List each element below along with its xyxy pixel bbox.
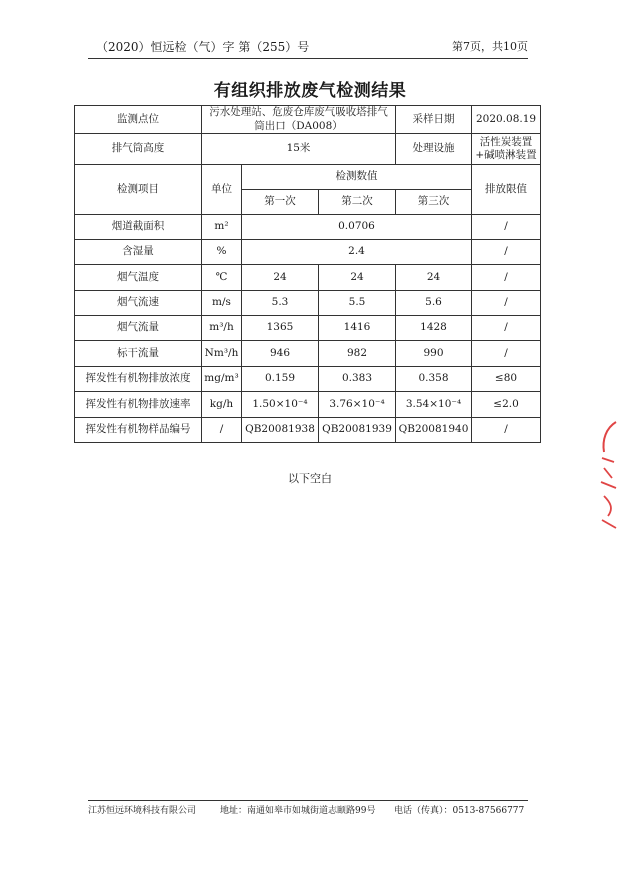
row-value-3: 3.54×10⁻⁴: [396, 392, 472, 418]
row-value-3: 0.358: [396, 367, 472, 392]
row-value-1: 1.50×10⁻⁴: [242, 392, 319, 418]
row-limit: /: [472, 265, 541, 291]
table-row: [75, 418, 541, 443]
row-unit: ℃: [202, 265, 242, 291]
blank-below-note: 以下空白: [288, 472, 332, 485]
table-row: [75, 215, 541, 240]
row-value-1: 5.3: [242, 291, 319, 316]
row-limit: /: [472, 291, 541, 316]
facility-label: 处理设施: [396, 134, 472, 165]
row-item: 烟气流量: [75, 316, 202, 341]
date-value: 2020.08.19: [472, 106, 541, 134]
point-label: 监测点位: [75, 106, 202, 134]
row-value-1: QB20081938: [242, 418, 319, 443]
height-value: 15米: [202, 134, 396, 165]
page-header: [88, 38, 528, 58]
row-value-2: 0.383: [319, 367, 396, 392]
header-rule: [88, 58, 528, 59]
info-row-point: [75, 106, 541, 134]
results-table: [74, 105, 541, 443]
footer-phone: 电话（传真）：0513-87566777: [394, 806, 525, 816]
header-row-1: [75, 165, 541, 190]
date-label: 采样日期: [396, 106, 472, 134]
row-limit: /: [472, 341, 541, 367]
row-value-3: 5.6: [396, 291, 472, 316]
footer-rule: [88, 800, 528, 801]
row-item: 烟气温度: [75, 265, 202, 291]
point-value: 污水处理站、危废仓库废气吸收塔排气筒出口（DA008）: [202, 106, 396, 134]
row-limit: /: [472, 240, 541, 265]
footer-company: 江苏恒远环境科技有限公司: [88, 806, 197, 816]
row-value-1: 24: [242, 265, 319, 291]
row-value-3: QB20081940: [396, 418, 472, 443]
row-limit: /: [472, 418, 541, 443]
footer-address: 地址：南通如皋市如城街道志颐路99号: [220, 806, 376, 816]
row-value-2: 3.76×10⁻⁴: [319, 392, 396, 418]
row-limit: ≤80: [472, 367, 541, 392]
row-unit: m/s: [202, 291, 242, 316]
table-row: [75, 291, 541, 316]
table-row: [75, 265, 541, 291]
row-merged-value: 0.0706: [242, 215, 472, 240]
row-value-2: 982: [319, 341, 396, 367]
table-row: [75, 341, 541, 367]
row-item: 标干流量: [75, 341, 202, 367]
col-values: 检测数值: [242, 165, 472, 190]
row-value-3: 990: [396, 341, 472, 367]
info-row-height: [75, 134, 541, 165]
col-third: 第三次: [396, 190, 472, 215]
row-limit: ≤2.0: [472, 392, 541, 418]
seal-stamp-icon: [596, 418, 620, 538]
row-item: 烟道截面积: [75, 215, 202, 240]
table-row: [75, 316, 541, 341]
page-info: 第7页，共10页: [452, 40, 528, 53]
table-row: [75, 367, 541, 392]
row-value-3: 1428: [396, 316, 472, 341]
col-limit: 排放限值: [472, 165, 541, 215]
row-unit: kg/h: [202, 392, 242, 418]
row-item: 含湿量: [75, 240, 202, 265]
row-value-3: 24: [396, 265, 472, 291]
table-row: [75, 240, 541, 265]
col-item: 检测项目: [75, 165, 202, 215]
row-limit: /: [472, 316, 541, 341]
row-value-2: QB20081939: [319, 418, 396, 443]
row-value-2: 24: [319, 265, 396, 291]
row-limit: /: [472, 215, 541, 240]
col-first: 第一次: [242, 190, 319, 215]
row-value-1: 1365: [242, 316, 319, 341]
row-item: 烟气流速: [75, 291, 202, 316]
page-title: 有组织排放废气检测结果: [213, 81, 407, 101]
row-value-1: 946: [242, 341, 319, 367]
row-item: 挥发性有机物样品编号: [75, 418, 202, 443]
col-second: 第二次: [319, 190, 396, 215]
col-unit: 单位: [202, 165, 242, 215]
row-unit: mg/m³: [202, 367, 242, 392]
row-value-1: 0.159: [242, 367, 319, 392]
row-unit: /: [202, 418, 242, 443]
row-unit: m²: [202, 215, 242, 240]
row-unit: %: [202, 240, 242, 265]
table-row: [75, 392, 541, 418]
row-unit: m³/h: [202, 316, 242, 341]
row-item: 挥发性有机物排放浓度: [75, 367, 202, 392]
row-value-2: 1416: [319, 316, 396, 341]
height-label: 排气筒高度: [75, 134, 202, 165]
row-value-2: 5.5: [319, 291, 396, 316]
row-item: 挥发性有机物排放速率: [75, 392, 202, 418]
row-merged-value: 2.4: [242, 240, 472, 265]
report-number: （2020）恒远检（气）字 第（255）号: [96, 40, 310, 54]
facility-value: 活性炭装置+碱喷淋装置: [472, 134, 541, 165]
row-unit: Nm³/h: [202, 341, 242, 367]
